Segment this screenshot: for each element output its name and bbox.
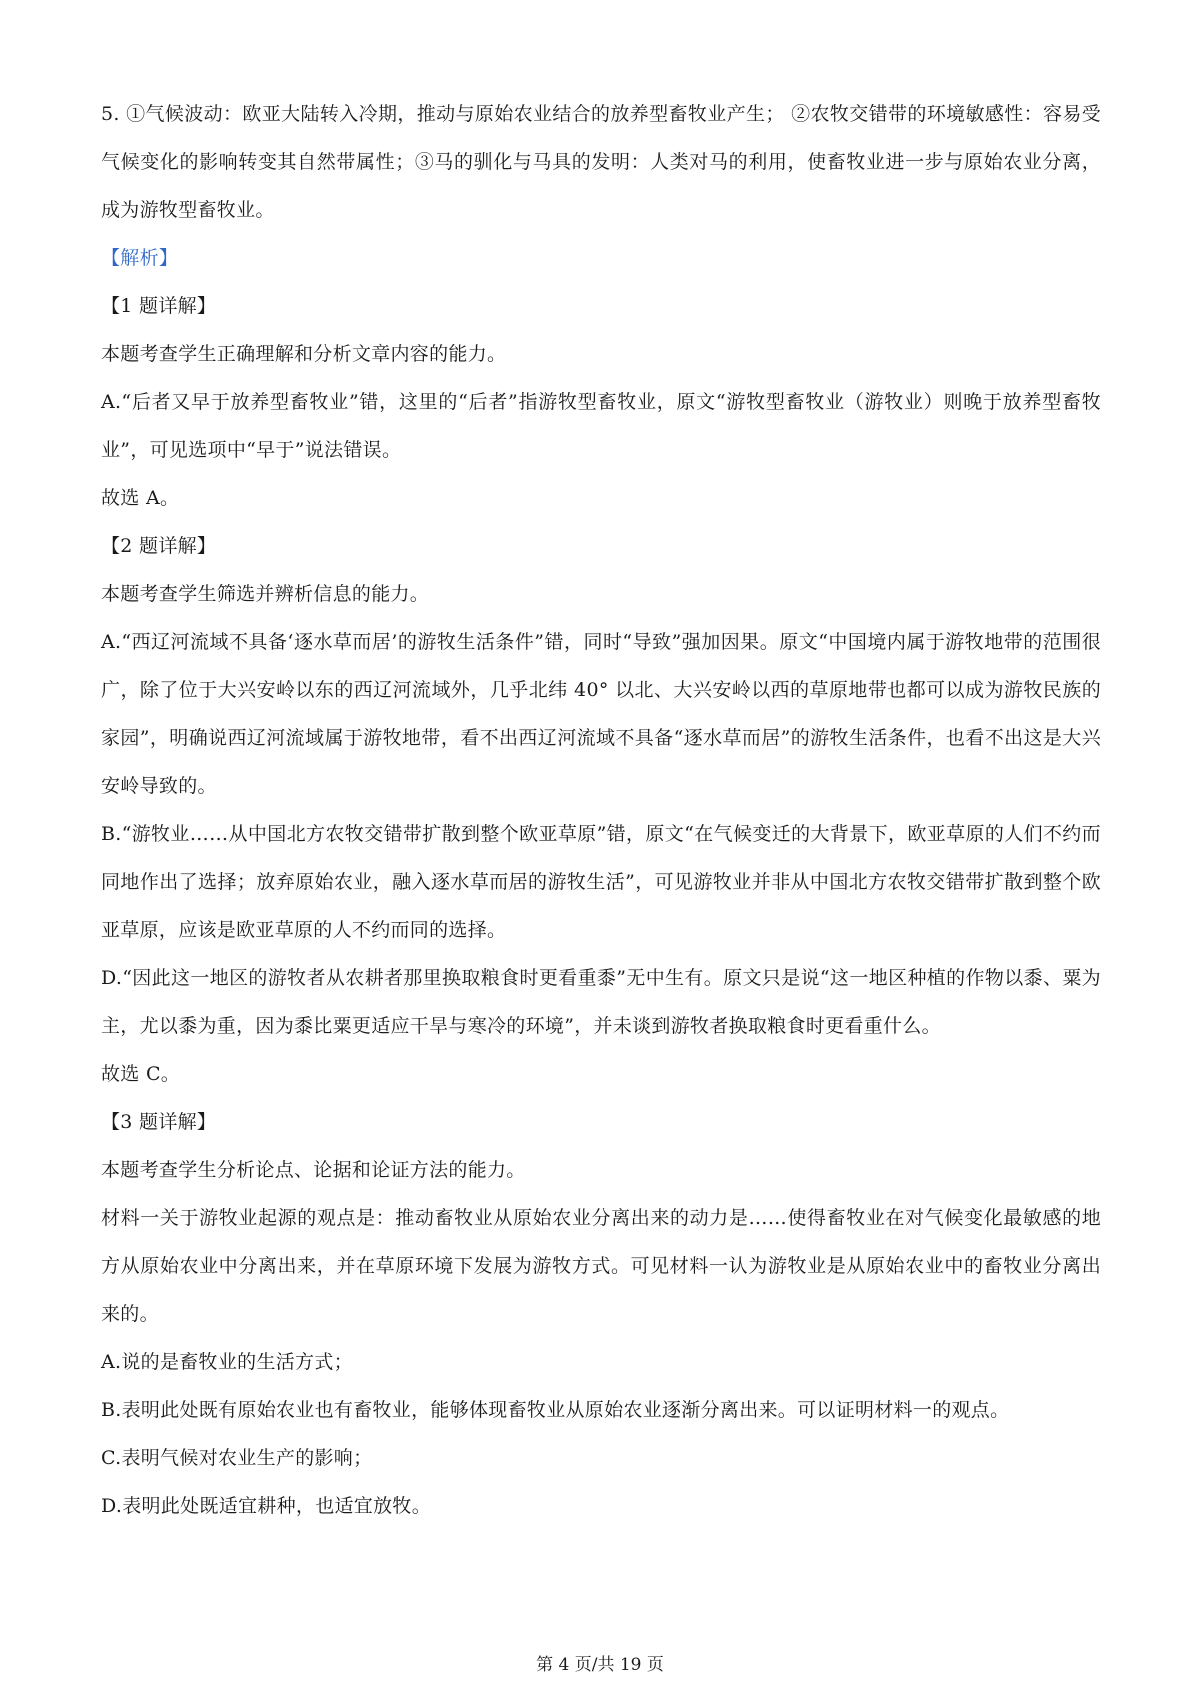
answer-5: 5. ①气候波动：欧亚大陆转入冷期，推动与原始农业结合的放养型畜牧业产生； ②农牧交错带的环境敏感性：容易受气候变化的影响转变其自然带属性；③马的驯化与马具的发明：人类对马的利用，使畜牧业进一步与原始农业分离，成为游牧型畜牧业。 (101, 103, 1101, 221)
q3-option-d: D.表明此处既适宜耕种，也适宜放牧。 (101, 1495, 431, 1517)
q2-heading: 【2 题详解】 (101, 535, 217, 557)
q1-intro: 本题考查学生正确理解和分析文章内容的能力。 (101, 343, 507, 365)
q2-option-a: A.“西辽河流域不具备‘逐水草而居’的游牧生活条件”错，同时“导致”强加因果。原文“中国境内属于游牧地带的范围很广，除了位于大兴安岭以东的西辽河流域外，几乎北纬 40° 以北、大兴安岭以西的草原地带也都可以成为游牧民族的家园”，明确说西辽河流域属于游牧地带，看不出西辽河流域不具备“逐水草而居”的游牧生活条件，也看不出这是大兴安岭导致的。 (101, 631, 1101, 797)
q3-intro: 本题考查学生分析论点、论据和论证方法的能力。 (101, 1159, 526, 1181)
q3-material-analysis: 材料一关于游牧业起源的观点是：推动畜牧业从原始农业分离出来的动力是……使得畜牧业在对气候变化最敏感的地方从原始农业中分离出来，并在草原环境下发展为游牧方式。可见材料一认为游牧业是从原始农业中的畜牧业分离出来的。 (101, 1207, 1101, 1325)
q3-heading: 【3 题详解】 (101, 1111, 217, 1133)
q3-option-a: A.说的是畜牧业的生活方式； (101, 1351, 353, 1373)
q3-option-b: B.表明此处既有原始农业也有畜牧业，能够体现畜牧业从原始农业逐渐分离出来。可以证明材料一的观点。 (101, 1399, 1010, 1421)
q3-option-c: C.表明气候对农业生产的影响； (101, 1447, 373, 1469)
q2-option-b: B.“游牧业……从中国北方农牧交错带扩散到整个欧亚草原”错，原文“在气候变迁的大背景下，欧亚草原的人们不约而同地作出了选择；放弃原始农业，融入逐水草而居的游牧生活”，可见游牧业并非从中国北方农牧交错带扩散到整个欧亚草原，应该是欧亚草原的人不约而同的选择。 (101, 823, 1101, 941)
q1-answer: 故选 A。 (101, 487, 180, 509)
q1-option-a: A.“后者又早于放养型畜牧业”错，这里的“后者”指游牧型畜牧业，原文“游牧型畜牧业（游牧业）则晚于放养型畜牧业”，可见选项中“早于”说法错误。 (101, 391, 1101, 461)
q2-intro: 本题考查学生筛选并辨析信息的能力。 (101, 583, 430, 605)
analysis-label: 【解析】 (101, 247, 179, 269)
q2-option-d: D.“因此这一地区的游牧者从农耕者那里换取粮食时更看重黍”无中生有。原文只是说“这一地区种植的作物以黍、粟为主，尤以黍为重，因为黍比粟更适应干旱与寒冷的环境”，并未谈到游牧者换取粮食时更看重什么。 (101, 967, 1101, 1037)
document-body (101, 90, 1101, 1530)
page-number: 第 4 页/共 19 页 (536, 1655, 664, 1675)
q1-heading: 【1 题详解】 (101, 295, 217, 317)
q2-answer: 故选 C。 (101, 1063, 181, 1085)
